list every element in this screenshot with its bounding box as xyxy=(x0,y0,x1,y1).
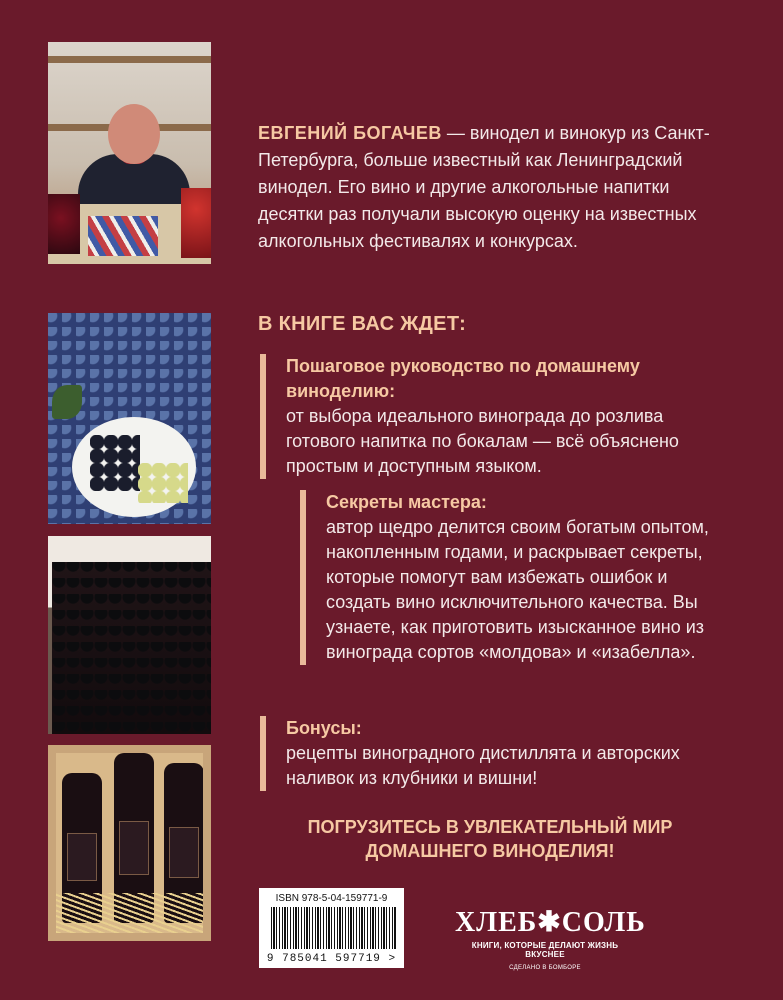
grapes-photo xyxy=(48,313,211,524)
author-name: ЕВГЕНИЙ БОГАЧЕВ xyxy=(258,123,442,143)
shelf xyxy=(48,56,211,63)
green-grapes xyxy=(138,463,188,503)
publisher-logo: ХЛЕБ✱СОЛЬ xyxy=(455,907,646,938)
feature-text: рецепты виноградного дистиллята и авторских наливок из клубники и вишни! xyxy=(286,743,680,788)
author-bio xyxy=(258,120,728,255)
strawberries xyxy=(181,188,211,258)
cherries xyxy=(48,194,80,254)
gift-box-photo xyxy=(48,745,211,941)
feature-heading: Бонусы: xyxy=(286,718,362,738)
feature-block-guide xyxy=(260,354,730,479)
grape-leaf xyxy=(52,385,82,419)
bottles-photo xyxy=(48,536,211,734)
book-contents-header: В КНИГЕ ВАС ЖДЕТ: xyxy=(258,313,467,335)
medals xyxy=(88,216,158,256)
isbn-barcode xyxy=(259,888,404,968)
barcode-bars xyxy=(271,907,396,949)
feature-block-bonus xyxy=(260,716,730,791)
feature-text: автор щедро делится своим богатым опытом, накопленным годами, и раскрывает секреты, которые помогут вам избежать ошибок и создать вино исключительного качества. Вы узнаете, как приготовить изысканное вино из винограда сортов «молдова» и «изабелла». xyxy=(326,517,709,662)
publisher-logo-block xyxy=(455,905,646,971)
publisher-tagline: КНИГИ, КОТОРЫЕ ДЕЛАЮТ ЖИЗНЬ ВКУСНЕЕ xyxy=(471,941,619,959)
ean-number: 9 785041 597719 > xyxy=(266,953,397,965)
author-bio-text: — винодел и винокур из Санкт-Петербурга, больше известный как Ленинградский винодел. Его вино и другие алкогольные напитки десятки раз получали высокую оценку на известных алкогольных фестивалях и конкурсах. xyxy=(258,123,710,251)
publisher-imprint: СДЕЛАНО В БОМБОРЕ xyxy=(509,965,581,971)
isbn-number: ISBN 978-5-04-159771-9 xyxy=(275,893,388,904)
feature-heading: Секреты мастера: xyxy=(326,492,487,512)
bottle-rows xyxy=(52,562,211,734)
feature-block-secrets xyxy=(300,490,730,665)
call-to-action: ПОГРУЗИТЕСЬ В УВЛЕКАТЕЛЬНЫЙ МИР ДОМАШНЕГО ВИНОДЕЛИЯ! xyxy=(307,817,673,861)
feature-heading: Пошаговое руководство по домашнему виноделию: xyxy=(286,356,640,401)
dark-grapes xyxy=(90,435,140,491)
author-photo xyxy=(48,42,211,264)
feature-text: от выбора идеального винограда до розлива готового напитка по бокалам — всё объяснено простым и доступным языком. xyxy=(286,406,679,476)
straw-filler xyxy=(56,893,203,933)
author-head xyxy=(108,104,160,164)
